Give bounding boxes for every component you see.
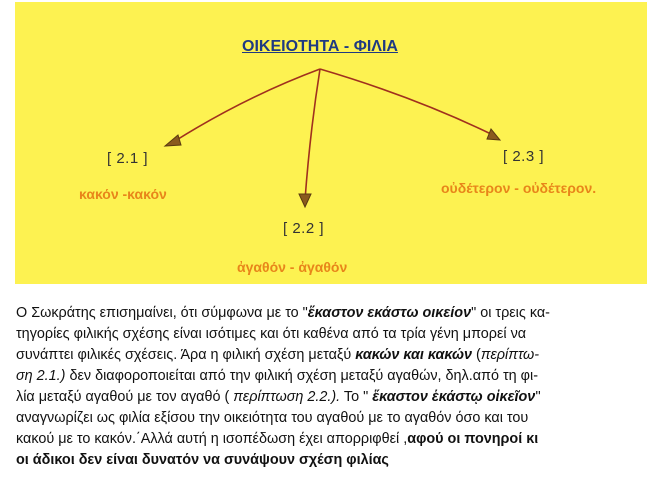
quote-ekaston-2: ἕκαστον ἑκάστῳ οἰκεῖον: [372, 389, 536, 405]
node-label-agathon: ἀγαθόν - ἀγαθόν: [237, 259, 348, 275]
node-code-2-3: [ 2.3 ]: [503, 148, 545, 165]
diagram-panel: [15, 2, 647, 284]
node-label-kakon: κακόν -κακόν: [79, 186, 167, 202]
node-label-oudeteron: οὐδέτερον - οὐδέτερον.: [441, 180, 597, 196]
node-code-2-1: [ 2.1 ]: [107, 150, 149, 167]
quote-ekaston: ἕκαστον εκάστω οικείον: [307, 305, 472, 321]
text-line-2: τηγορίες φιλικής σχέσης είναι ισότιμες και ότι καθένα από τα τρία γένη μπορεί να: [16, 326, 527, 342]
text-line-5: λία μεταξύ αγαθού με τον αγαθό ( περίπτωση 2.2.). Το " ἕκαστον ἑκάστῳ οἰκεῖον'': [16, 389, 541, 405]
diagram-title: ΟΙΚΕΙΟΤΗΤΑ - ΦΙΛΙΑ: [242, 38, 398, 55]
arrowhead-3: [487, 129, 500, 140]
text-line-4: ση 2.1.) δεν διαφοροποιείται από την φιλική σχέση μεταξύ αγαθών, δηλ.από τη φι-: [16, 368, 538, 384]
arrowhead-2: [299, 194, 311, 207]
text-line-7: κακού με το κακόν.΄Αλλά αυτή η ισοπέδωση έχει απορριφθεί ,αφού οι πονηροί κι: [16, 431, 539, 447]
arrow-to-node-2: [305, 69, 320, 200]
kakon-kakon-phrase: κακών και κακών: [355, 347, 473, 363]
text-line-3: συνάπτει φιλικές σχέσεις. Άρα η φιλική σχέση μεταξύ κακών και κακών (περίπτω-: [16, 347, 540, 363]
text-line-8: οι άδικοι δεν είναι δυνατόν να συνάψουν σχέση φιλίας: [16, 452, 389, 468]
explanation-paragraph: [16, 303, 646, 471]
node-code-2-2: [ 2.2 ]: [283, 220, 325, 237]
arrow-to-node-1: [175, 69, 320, 141]
arrowhead-1: [165, 135, 181, 146]
text-line-6: αναγνωρίζει ως φιλία εξίσου την οικειότητα του αγαθού με το αγαθόν όσο και του: [16, 410, 529, 426]
text-line-1: Ο Σωκράτης επισημαίνει, ότι σύμφωνα με το "ἕκαστον εκάστω οικείον" οι τρεις κα-: [16, 305, 550, 321]
arrow-to-node-3: [320, 69, 493, 135]
